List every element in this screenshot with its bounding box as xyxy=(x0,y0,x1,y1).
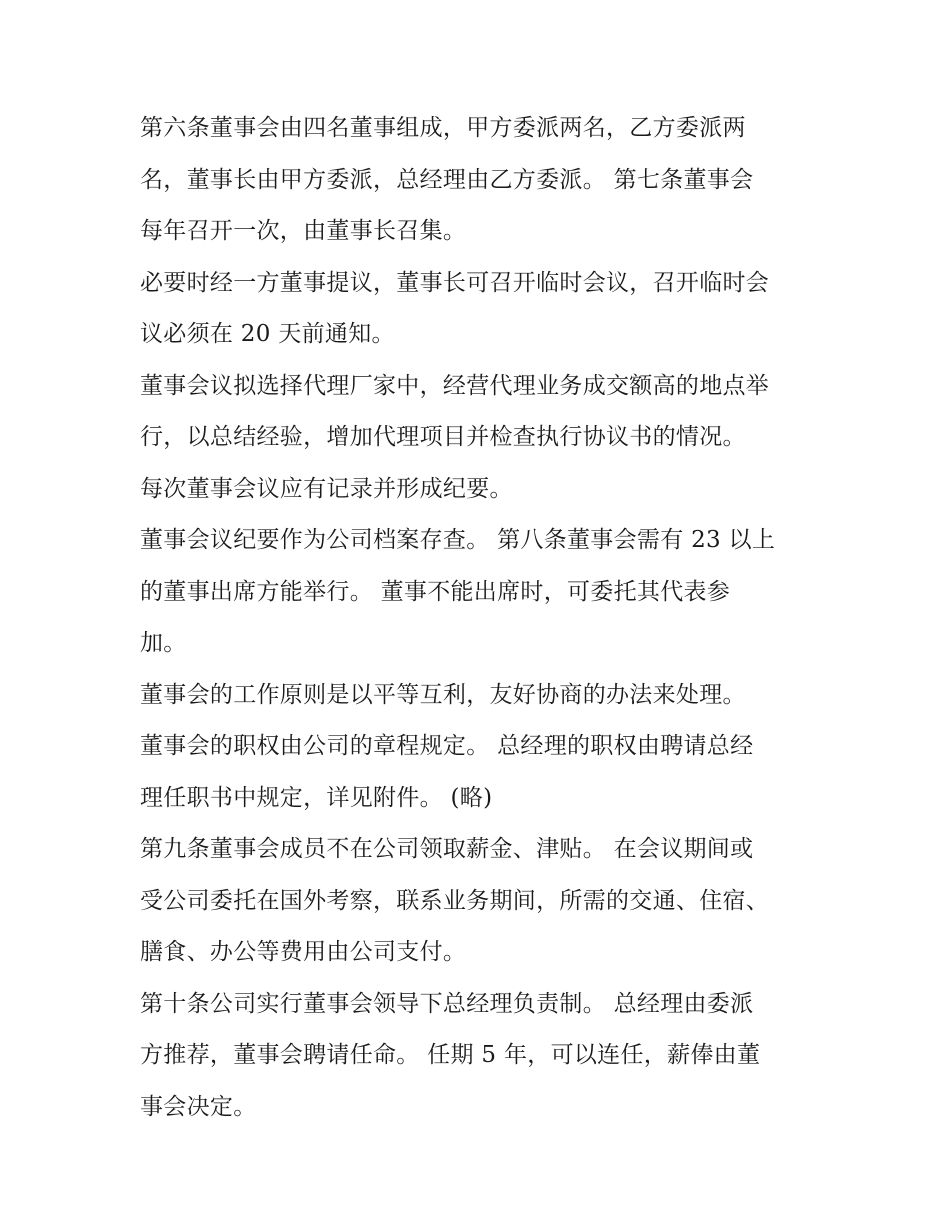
text-line: 议必须在 20 天前通知。 xyxy=(140,321,395,347)
text-line: 每次董事会议应有记录并形成纪要。 xyxy=(140,475,513,502)
text-line: 董事会的工作原则是以平等互利，友好协商的办法来处理。 xyxy=(140,681,746,708)
text-line: 行，以总结经验，增加代理项目并检查执行协议书的情况。 xyxy=(140,424,746,450)
document-body xyxy=(140,103,810,1133)
text-line: 膳食、办公等费用由公司支付。 xyxy=(140,939,467,965)
text-line: 的董事出席方能举行。 董事不能出席时，可委托其代表参 xyxy=(140,578,731,605)
text-line: 每年召开一次，由董事长召集。 xyxy=(140,218,467,244)
text-line: 董事会议纪要作为公司档案存查。 第八条董事会需有 23 以上 xyxy=(140,527,776,553)
text-line: 加。 xyxy=(140,630,187,656)
text-line: 第九条董事会成员不在公司领取薪金、津贴。 在会议期间或 xyxy=(140,836,754,862)
text-line: 名，董事长由甲方委派，总经理由乙方委派。 第七条董事会 xyxy=(140,166,754,193)
text-line: 第六条董事会由四名董事组成，甲方委派两名，乙方委派两 xyxy=(140,115,746,141)
text-line: 事会决定。 xyxy=(140,1093,257,1120)
text-line: 方推荐，董事会聘请任命。 任期 5 年，可以连任，薪俸由董 xyxy=(140,1042,761,1068)
text-line: 第十条公司实行董事会领导下总经理负责制。 总经理由委派 xyxy=(140,990,754,1017)
text-line: 必要时经一方董事提议，董事长可召开临时会议，召开临时会 xyxy=(140,269,770,296)
text-line: 受公司委托在国外考察，联系业务期间，所需的交通、住宿、 xyxy=(140,887,770,914)
text-line: 董事会议拟选择代理厂家中，经营代理业务成交额高的地点举 xyxy=(140,372,770,399)
text-line: 理任职书中规定，详见附件。 (略) xyxy=(140,784,493,811)
text-line: 董事会的职权由公司的章程规定。 总经理的职权由聘请总经 xyxy=(140,733,754,759)
